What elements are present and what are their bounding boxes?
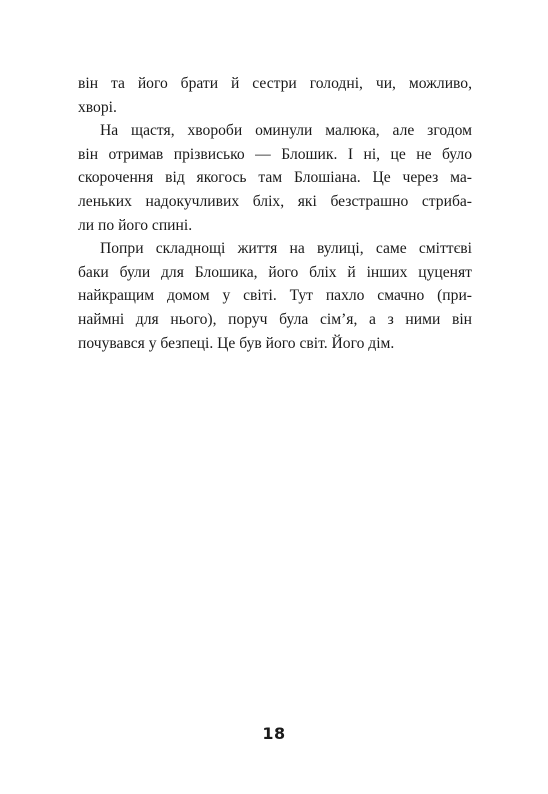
text-line: наймні для нього), поруч була сім’я, а з ними він: [78, 310, 472, 328]
text-line: ли по його спині.: [78, 216, 193, 234]
text-line: баки були для Блошика, його бліх й інших цуценят: [78, 263, 472, 281]
body-text: [78, 72, 472, 355]
paragraph: [78, 237, 472, 355]
text-line: він отримав прізвисько — Блошик. І ні, це не було: [78, 145, 472, 163]
text-line: хворі.: [78, 98, 117, 116]
text-line: скорочення від якогось там Блошіана. Це через ма-: [78, 169, 472, 187]
text-line: почувався у безпеці. Це був його світ. Його дім.: [78, 334, 395, 352]
text-line: леньких надокучливих бліх, які безстрашно стриба-: [78, 192, 472, 210]
page-number: 18: [262, 724, 286, 743]
text-line: найкращим домом у світі. Тут пахло смачно (при-: [78, 287, 472, 305]
text-line: На щастя, хвороби оминули малюка, але згодом: [100, 122, 472, 140]
paragraph: [78, 119, 472, 237]
text-line: Попри складнощі життя на вулиці, саме сміттєві: [100, 240, 472, 258]
text-line: він та його брати й сестри голодні, чи, можливо,: [78, 75, 472, 92]
paragraph: [78, 72, 472, 119]
